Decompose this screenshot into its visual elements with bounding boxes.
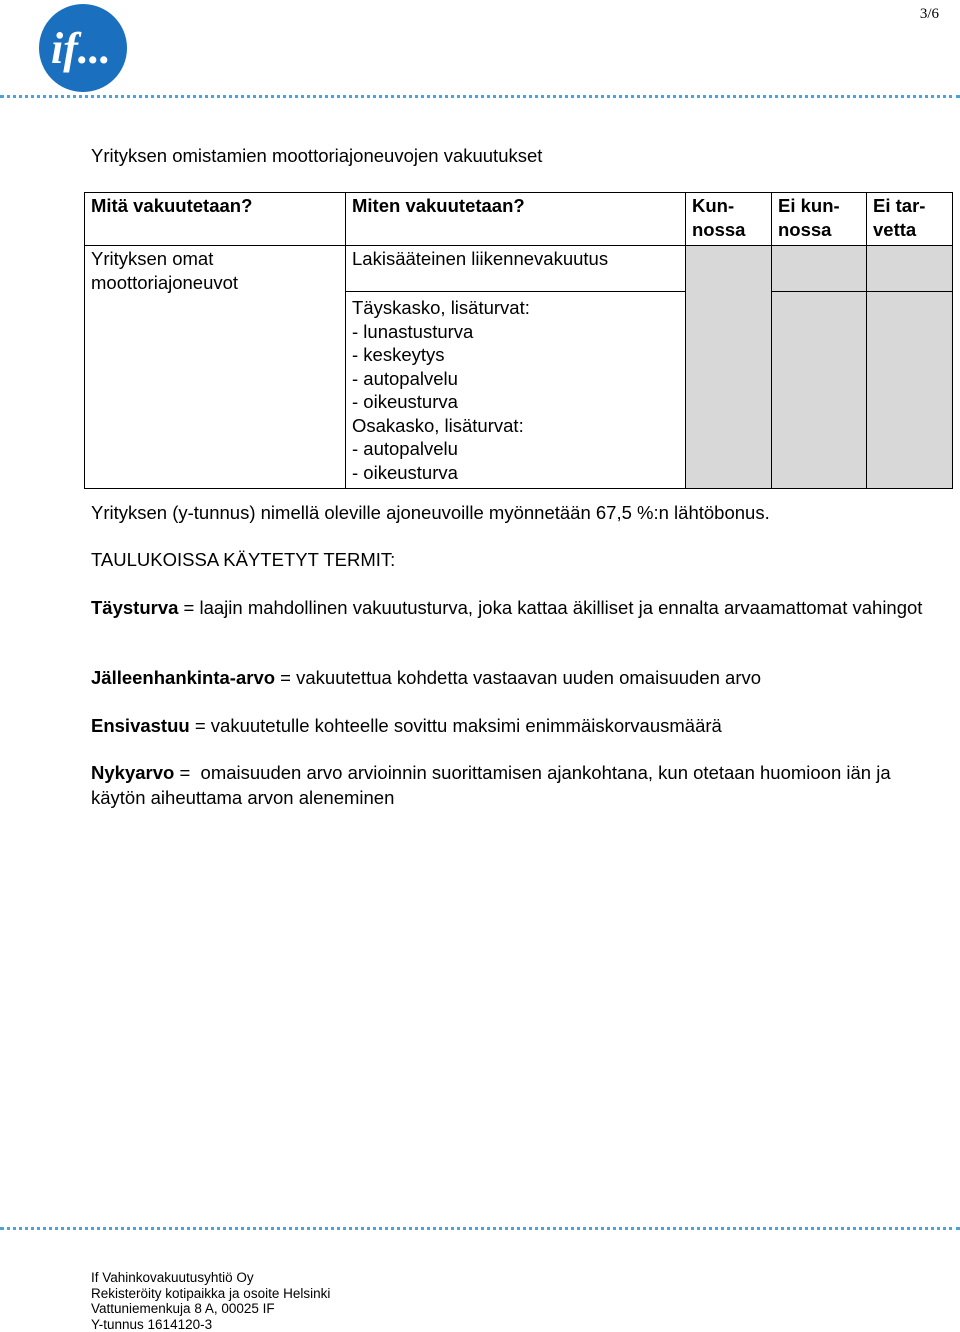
- not-needed-cell: [867, 246, 953, 292]
- term-name: Jälleenhankinta-arvo: [91, 667, 275, 688]
- if-logo: [38, 3, 128, 93]
- table-header-row: [85, 193, 953, 246]
- header-not-covered-line: nossa: [778, 218, 860, 242]
- header-covered: [686, 193, 772, 246]
- bonus-note: Yrityksen (y-tunnus) nimellä oleville ajoneuvoille myönnetään 67,5 %:n lähtöbonus.: [91, 502, 770, 524]
- coverage-table: [84, 192, 953, 489]
- term-text: = vakuutettua kohdetta vastaavan uuden omaisuuden arvo: [275, 667, 761, 688]
- term-definition: [91, 714, 941, 739]
- header-not-covered: [772, 193, 867, 246]
- not-needed-cell: [867, 292, 953, 489]
- table-row: [85, 246, 953, 292]
- section-heading: Yrityksen omistamien moottoriajoneuvojen vakuutukset: [91, 145, 542, 167]
- term-name: Nykyarvo: [91, 762, 174, 783]
- kasko-line: Täyskasko, lisäturvat:: [352, 296, 679, 320]
- term-text: = laajin mahdollinen vakuutusturva, joka kattaa äkilliset ja ennalta arvaamattomat vahingot: [178, 597, 922, 618]
- header-not-needed: [867, 193, 953, 246]
- header-not-covered-line: Ei kun-: [778, 194, 860, 218]
- header-how: Miten vakuutetaan?: [346, 193, 686, 246]
- subject-line: Yrityksen omat: [91, 247, 339, 271]
- header-what: Mitä vakuutetaan?: [85, 193, 346, 246]
- term-name: Ensivastuu: [91, 715, 190, 736]
- header-covered-line: Kun-: [692, 194, 765, 218]
- footer-line: Vattuniemenkuja 8 A, 00025 IF: [91, 1301, 330, 1317]
- logo-text: if...: [51, 24, 111, 73]
- term-text: = omaisuuden arvo arvioinnin suorittamisen ajankohtana, kun otetaan huomioon iän ja käytön aiheuttama arvon aleneminen: [91, 762, 896, 808]
- liability-insurance-cell: Lakisääteinen liikennevakuutus: [346, 246, 686, 292]
- subject-cell: [85, 246, 346, 489]
- not-covered-cell: [772, 246, 867, 292]
- header-not-needed-line: vetta: [873, 218, 946, 242]
- page-number: 3/6: [920, 6, 939, 23]
- bottom-divider: [0, 1227, 960, 1230]
- kasko-line: - keskeytys: [352, 343, 679, 367]
- kasko-line: - oikeusturva: [352, 390, 679, 414]
- footer: [91, 1270, 330, 1332]
- kasko-line: Osakasko, lisäturvat:: [352, 414, 679, 438]
- term-text: = vakuutetulle kohteelle sovittu maksimi enimmäiskorvausmäärä: [190, 715, 722, 736]
- kasko-line: - lunastusturva: [352, 320, 679, 344]
- term-definition: [91, 666, 941, 691]
- footer-line: Rekisteröity kotipaikka ja osoite Helsinki: [91, 1286, 330, 1302]
- header-covered-line: nossa: [692, 218, 765, 242]
- subject-line: moottoriajoneuvot: [91, 271, 339, 295]
- covered-cell: [686, 246, 772, 489]
- not-covered-cell: [772, 292, 867, 489]
- kasko-line: - autopalvelu: [352, 367, 679, 391]
- term-definition: [91, 596, 941, 621]
- terms-title: TAULUKOISSA KÄYTETYT TERMIT:: [91, 549, 395, 571]
- footer-line: Y-tunnus 1614120-3: [91, 1317, 330, 1332]
- term-definition: [91, 761, 941, 810]
- kasko-line: - oikeusturva: [352, 461, 679, 485]
- term-name: Täysturva: [91, 597, 178, 618]
- footer-line: If Vahinkovakuutusyhtiö Oy: [91, 1270, 330, 1286]
- kasko-line: - autopalvelu: [352, 437, 679, 461]
- kasko-cell: [346, 292, 686, 489]
- header-not-needed-line: Ei tar-: [873, 194, 946, 218]
- top-divider: [0, 95, 960, 98]
